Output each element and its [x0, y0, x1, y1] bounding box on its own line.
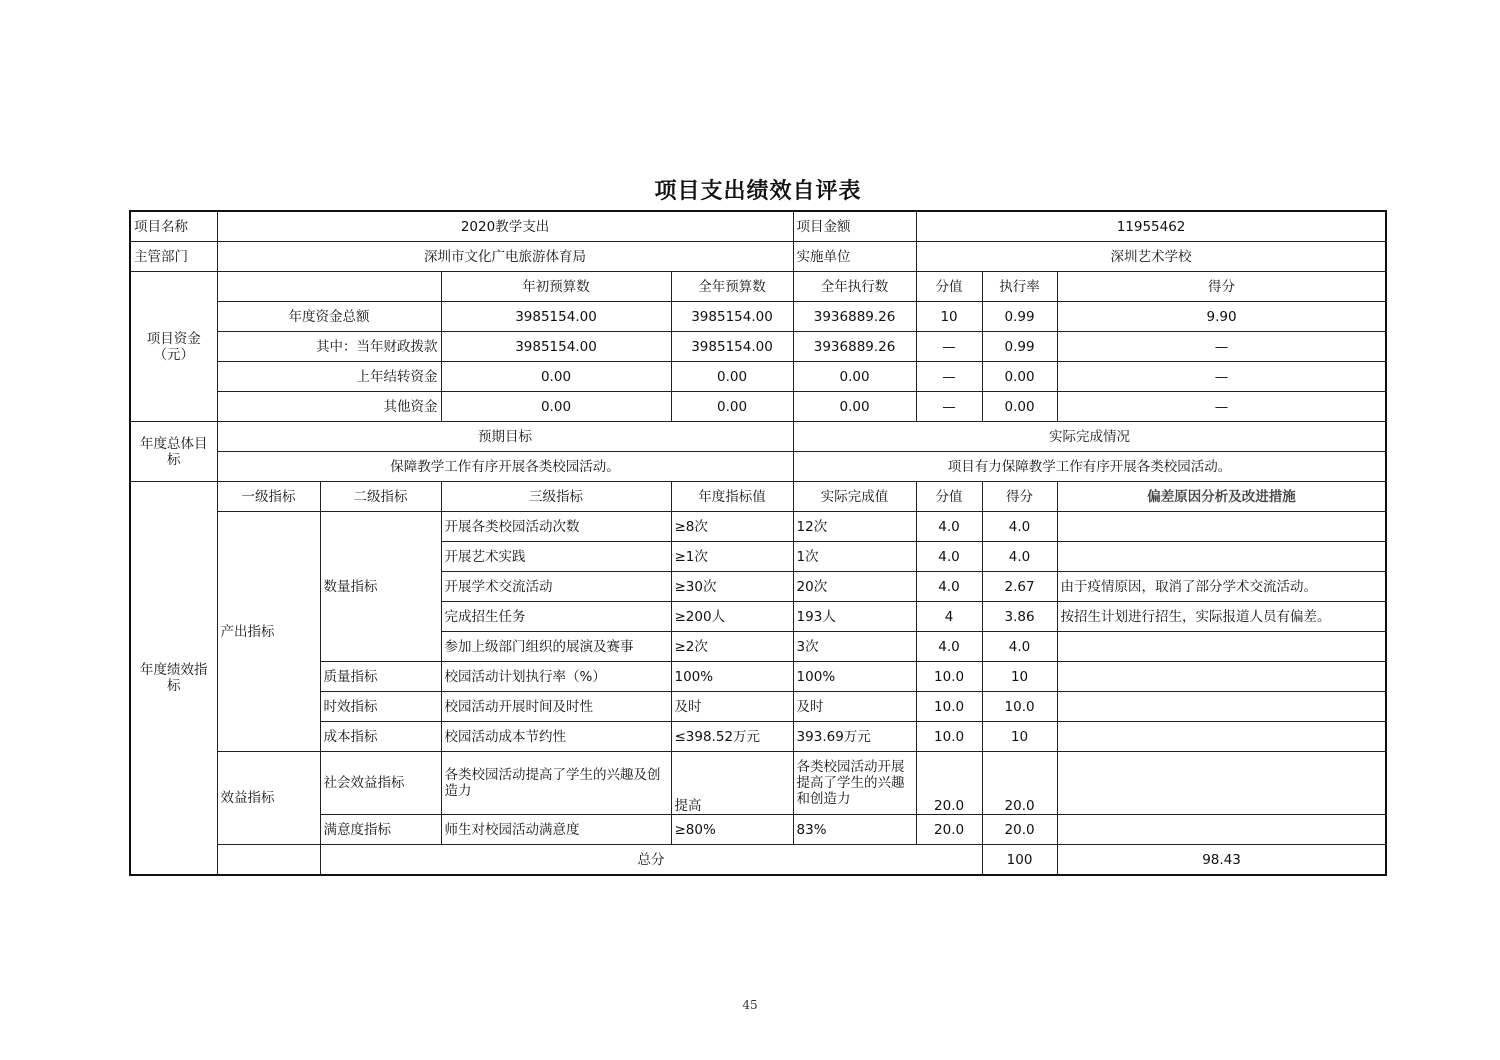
goal-content-row: [130, 452, 1386, 482]
l3-cell: 开展艺术实践: [441, 542, 671, 572]
funds-label: [130, 272, 217, 422]
note-cell: 按招生计划进行招生，实际报道人员有偏差。: [1057, 602, 1386, 632]
funds-cell: 3936889.26: [793, 302, 916, 332]
score-cell: 4.0: [916, 572, 982, 602]
actual-cell: 1次: [793, 542, 916, 572]
score-cell: 4.0: [916, 512, 982, 542]
target-cell: ≤398.52万元: [671, 722, 793, 752]
actual-cell: 12次: [793, 512, 916, 542]
target-cell: 及时: [671, 692, 793, 722]
note-cell: [1057, 512, 1386, 542]
l2-quantity: 数量指标: [320, 512, 441, 662]
l1-output: 产出指标: [217, 512, 320, 752]
total-score: 100: [982, 845, 1057, 876]
project-name-value: 2020教学支出: [217, 211, 793, 242]
got-cell: 20.0: [982, 815, 1057, 845]
funds-header-blank: [217, 272, 441, 302]
score-cell: 10.0: [916, 662, 982, 692]
funds-label-unit: （元）: [153, 346, 194, 363]
target-cell: 提高: [671, 752, 793, 815]
perf-header-col: 一级指标: [217, 482, 320, 512]
project-amount-value: 11955462: [916, 211, 1386, 242]
note-cell: 由于疫情原因，取消了部分学术交流活动。: [1057, 572, 1386, 602]
funds-cell: 3985154.00: [671, 302, 793, 332]
funds-cell: —: [1057, 332, 1386, 362]
funds-cell: —: [1057, 362, 1386, 392]
perf-label-line1: 年度绩效指: [140, 662, 208, 678]
funds-cell: 0.00: [671, 362, 793, 392]
got-cell: 10: [982, 722, 1057, 752]
total-label: 总分: [320, 845, 982, 876]
target-cell: ≥30次: [671, 572, 793, 602]
score-cell: 4: [916, 602, 982, 632]
funds-row: [130, 362, 1386, 392]
funds-header-col: 执行率: [982, 272, 1057, 302]
l2-timeliness: 时效指标: [320, 692, 441, 722]
actual-cell: 各类校园活动开展提高了学生的兴趣和创造力: [793, 752, 916, 815]
funds-header-col: 全年预算数: [671, 272, 793, 302]
page-title: 项目支出绩效自评表: [654, 179, 862, 204]
perf-label: [130, 482, 217, 876]
funds-cell: 0.00: [793, 392, 916, 422]
project-name-label: 项目名称: [130, 211, 217, 242]
actual-cell: 3次: [793, 632, 916, 662]
l3-cell: 师生对校园活动满意度: [441, 815, 671, 845]
l3-cell: 校园活动开展时间及时性: [441, 692, 671, 722]
funds-row-name: 其中：当年财政拨款: [217, 332, 441, 362]
l1-benefit: 效益指标: [217, 752, 320, 845]
l2-social: 社会效益指标: [320, 752, 441, 815]
total-blank: [217, 845, 320, 876]
target-cell: ≥1次: [671, 542, 793, 572]
got-cell: 4.0: [982, 512, 1057, 542]
perf-header-col: 得分: [982, 482, 1057, 512]
perf-row: [130, 512, 1386, 542]
actual-cell: 20次: [793, 572, 916, 602]
got-cell: 4.0: [982, 542, 1057, 572]
target-cell: 100%: [671, 662, 793, 692]
goal-expected: 保障教学工作有序开展各类校园活动。: [217, 452, 793, 482]
funds-header-col: 年初预算数: [441, 272, 671, 302]
perf-header-col: 三级指标: [441, 482, 671, 512]
dept-value: 深圳市文化广电旅游体育局: [217, 242, 793, 272]
perf-row: [130, 752, 1386, 815]
funds-header-col: 全年执行数: [793, 272, 916, 302]
actual-cell: 100%: [793, 662, 916, 692]
goal-actual: 项目有力保障教学工作有序开展各类校园活动。: [793, 452, 1386, 482]
actual-cell: 83%: [793, 815, 916, 845]
target-cell: ≥80%: [671, 815, 793, 845]
goal-label: [130, 422, 217, 482]
perf-header-col: 实际完成值: [793, 482, 916, 512]
performance-table: [129, 210, 1387, 876]
goal-header-row: [130, 422, 1386, 452]
l3-cell: 各类校园活动提高了学生的兴趣及创造力: [441, 752, 671, 815]
l3-cell: 开展学术交流活动: [441, 572, 671, 602]
funds-cell: 3936889.26: [793, 332, 916, 362]
funds-cell: 0.99: [982, 332, 1057, 362]
goal-label-line1: 年度总体目: [140, 435, 208, 452]
score-cell: 4.0: [916, 542, 982, 572]
target-cell: ≥8次: [671, 512, 793, 542]
unit-value: 深圳艺术学校: [916, 242, 1386, 272]
goal-actual-label: 实际完成情况: [793, 422, 1386, 452]
l3-cell: 参加上级部门组织的展演及赛事: [441, 632, 671, 662]
funds-row: [130, 302, 1386, 332]
note-cell: [1057, 815, 1386, 845]
funds-cell: 0.00: [441, 362, 671, 392]
funds-header-col: 分值: [916, 272, 982, 302]
unit-label: 实施单位: [793, 242, 916, 272]
funds-cell: 0.00: [671, 392, 793, 422]
project-amount-label: 项目金额: [793, 211, 916, 242]
funds-row-name: 上年结转资金: [217, 362, 441, 392]
perf-header-row: [130, 482, 1386, 512]
got-cell: 4.0: [982, 632, 1057, 662]
funds-row: [130, 392, 1386, 422]
perf-header-col: 二级指标: [320, 482, 441, 512]
actual-cell: 393.69万元: [793, 722, 916, 752]
got-cell: 10.0: [982, 692, 1057, 722]
funds-row: [130, 332, 1386, 362]
funds-cell: 0.00: [982, 392, 1057, 422]
project-name-row: [130, 211, 1386, 242]
funds-row-name: 年度资金总额: [217, 302, 441, 332]
funds-cell: 0.00: [982, 362, 1057, 392]
total-got: 98.43: [1057, 845, 1386, 876]
note-cell: [1057, 692, 1386, 722]
funds-cell: 3985154.00: [671, 332, 793, 362]
l2-satisfaction: 满意度指标: [320, 815, 441, 845]
page-number: 45: [742, 998, 758, 1012]
total-row: [130, 845, 1386, 876]
got-cell: 2.67: [982, 572, 1057, 602]
l3-cell: 开展各类校园活动次数: [441, 512, 671, 542]
funds-cell: 3985154.00: [441, 332, 671, 362]
note-cell: [1057, 722, 1386, 752]
funds-cell: —: [916, 392, 982, 422]
actual-cell: 及时: [793, 692, 916, 722]
funds-row-name: 其他资金: [217, 392, 441, 422]
score-cell: 4.0: [916, 632, 982, 662]
note-cell: [1057, 752, 1386, 815]
funds-cell: 10: [916, 302, 982, 332]
score-cell: 10.0: [916, 692, 982, 722]
funds-header-row: [130, 272, 1386, 302]
funds-cell: 0.99: [982, 302, 1057, 332]
actual-cell: 193人: [793, 602, 916, 632]
goal-label-line2: 标: [167, 451, 181, 468]
funds-cell: 9.90: [1057, 302, 1386, 332]
dept-row: [130, 242, 1386, 272]
funds-header-col: 得分: [1057, 272, 1386, 302]
target-cell: ≥2次: [671, 632, 793, 662]
got-cell: 10: [982, 662, 1057, 692]
funds-cell: —: [916, 362, 982, 392]
score-cell: 10.0: [916, 722, 982, 752]
l3-cell: 校园活动成本节约性: [441, 722, 671, 752]
funds-cell: 3985154.00: [441, 302, 671, 332]
target-cell: ≥200人: [671, 602, 793, 632]
perf-header-col: 偏差原因分析及改进措施: [1057, 482, 1386, 512]
score-cell: 20.0: [916, 752, 982, 815]
perf-header-col: 分值: [916, 482, 982, 512]
l3-cell: 校园活动计划执行率（%）: [441, 662, 671, 692]
note-cell: [1057, 662, 1386, 692]
l2-cost: 成本指标: [320, 722, 441, 752]
funds-cell: —: [916, 332, 982, 362]
funds-cell: 0.00: [441, 392, 671, 422]
got-cell: 20.0: [982, 752, 1057, 815]
note-cell: [1057, 542, 1386, 572]
funds-cell: 0.00: [793, 362, 916, 392]
funds-cell: —: [1057, 392, 1386, 422]
perf-header-col: 年度指标值: [671, 482, 793, 512]
got-cell: 3.86: [982, 602, 1057, 632]
note-cell: [1057, 632, 1386, 662]
l2-quality: 质量指标: [320, 662, 441, 692]
dept-label: 主管部门: [130, 242, 217, 272]
perf-label-line2: 标: [167, 678, 181, 694]
goal-expected-label: 预期目标: [217, 422, 793, 452]
funds-label-text: 项目资金: [146, 330, 201, 347]
l3-cell: 完成招生任务: [441, 602, 671, 632]
score-cell: 20.0: [916, 815, 982, 845]
